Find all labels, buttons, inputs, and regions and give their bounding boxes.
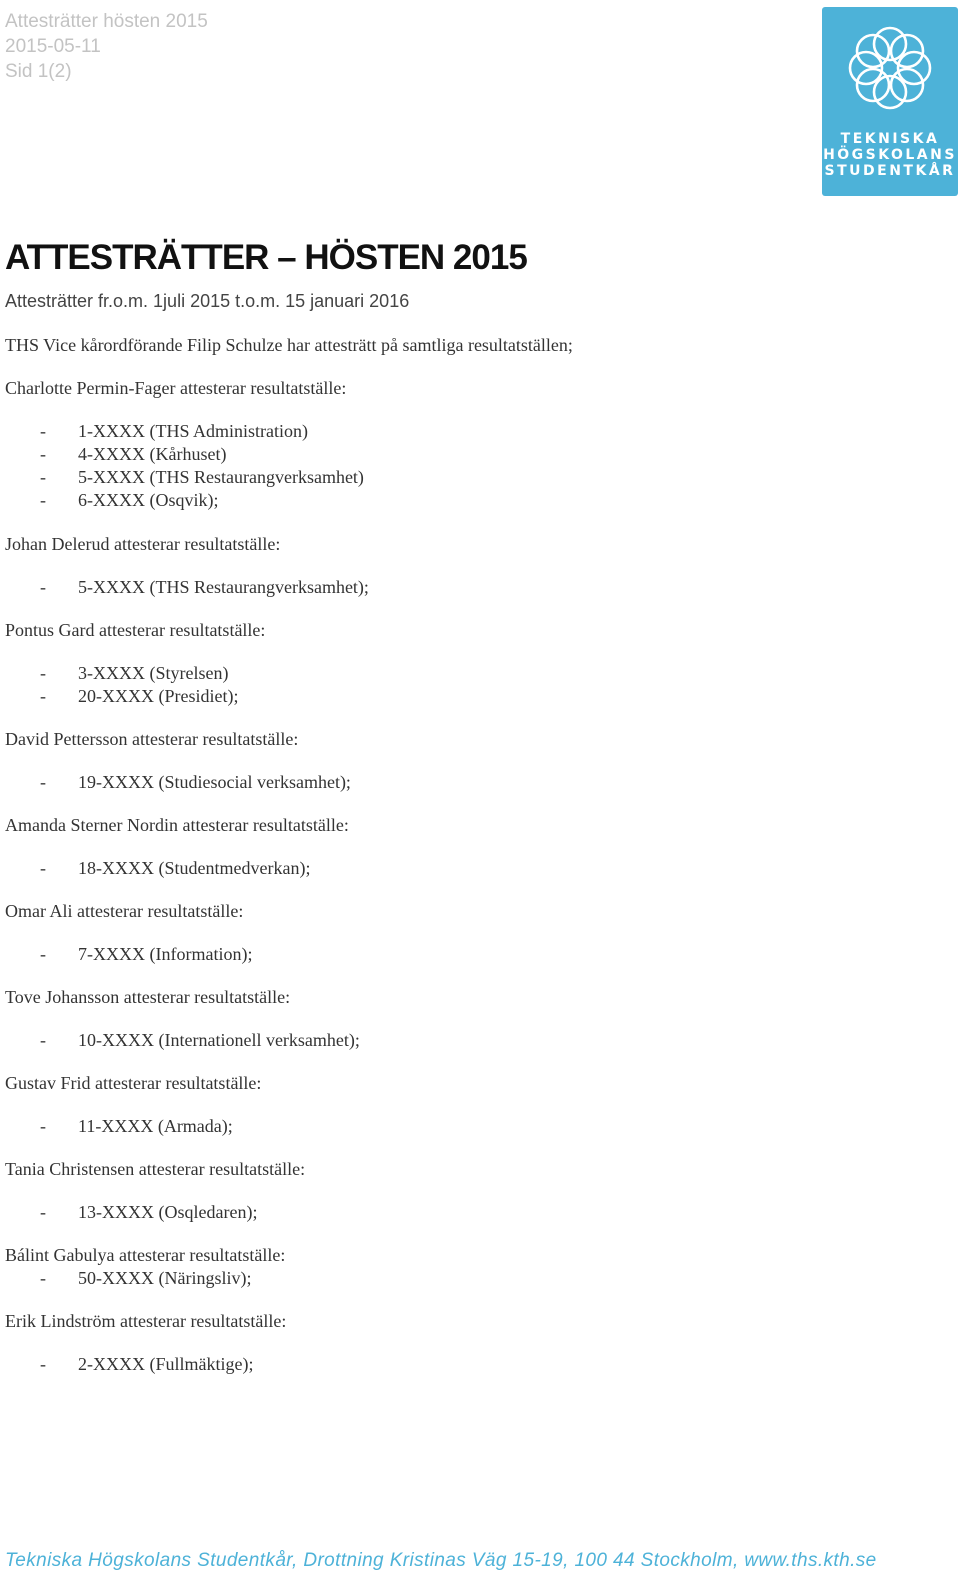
- list-item: - 10-XXXX (Internationell verksamhet);: [5, 1029, 805, 1052]
- section-list: [5, 771, 805, 794]
- section-heading: Charlotte Permin-Fager attesterar resultatställe:: [5, 378, 347, 398]
- section-list: [5, 662, 805, 708]
- list-item: - 50-XXXX (Näringsliv);: [5, 1267, 805, 1290]
- document-body: [5, 334, 805, 1376]
- section-list: [5, 1267, 805, 1290]
- footer-address: Tekniska Högskolans Studentkår, Drottning Kristinas Väg 15-19, 100 44 Stockholm, www.ths.kth.se: [5, 1550, 877, 1571]
- list-item: - 5-XXXX (THS Restaurangverksamhet);: [5, 576, 805, 599]
- logo-wordmark: [822, 131, 958, 179]
- page-title: ATTESTRÄTTER – HÖSTEN 2015: [5, 238, 527, 277]
- section-heading: Tania Christensen attesterar resultatställe:: [5, 1159, 306, 1179]
- list-item: - 2-XXXX (Fullmäktige);: [5, 1353, 805, 1376]
- section-heading: Gustav Frid attesterar resultatställe:: [5, 1073, 262, 1093]
- list-item: - 4-XXXX (Kårhuset): [5, 443, 805, 466]
- list-item: - 13-XXXX (Osqledaren);: [5, 1201, 805, 1224]
- logo-line-1: TEKNISKA: [840, 131, 940, 147]
- section-heading: Erik Lindström attesterar resultatställe:: [5, 1311, 287, 1331]
- logo-line-2: HÖGSKOLANS: [823, 147, 957, 163]
- list-item: - 3-XXXX (Styrelsen): [5, 662, 805, 685]
- section-list: [5, 1115, 805, 1138]
- section-list: [5, 420, 805, 512]
- section-list: [5, 1201, 805, 1224]
- section-list: [5, 1029, 805, 1052]
- list-item: - 11-XXXX (Armada);: [5, 1115, 805, 1138]
- list-item: - 20-XXXX (Presidiet);: [5, 685, 805, 708]
- section-heading: Pontus Gard attesterar resultatställe:: [5, 620, 266, 640]
- list-item: - 7-XXXX (Information);: [5, 943, 805, 966]
- section-heading: Amanda Sterner Nordin attesterar resultatställe:: [5, 815, 349, 835]
- list-item: - 1-XXXX (THS Administration): [5, 420, 805, 443]
- section-heading: Johan Delerud attesterar resultatställe:: [5, 534, 281, 554]
- document-header: [5, 9, 208, 84]
- section-heading: Bálint Gabulya attesterar resultatställe:: [5, 1245, 286, 1265]
- ths-logo: [822, 7, 958, 196]
- list-item: - 18-XXXX (Studentmedverkan);: [5, 857, 805, 880]
- list-item: - 6-XXXX (Osqvik);: [5, 489, 805, 512]
- section-list: [5, 943, 805, 966]
- section-list: [5, 1353, 805, 1376]
- header-doc-title: Attesträtter hösten 2015: [5, 11, 208, 32]
- header-page-number: Sid 1(2): [5, 61, 72, 82]
- section-heading: Tove Johansson attesterar resultatställe:: [5, 987, 291, 1007]
- intro-paragraph: THS Vice kårordförande Filip Schulze har attesträtt på samtliga resultatställen;: [5, 335, 573, 355]
- logo-line-3: STUDENTKÅR: [824, 163, 956, 179]
- section-list: [5, 857, 805, 880]
- section-list: [5, 576, 805, 599]
- list-item: - 5-XXXX (THS Restaurangverksamhet): [5, 466, 805, 489]
- section-heading: David Pettersson attesterar resultatställe:: [5, 729, 299, 749]
- validity-period: Attesträtter fr.o.m. 1juli 2015 t.o.m. 15 januari 2016: [5, 291, 410, 311]
- list-item: - 19-XXXX (Studiesocial verksamhet);: [5, 771, 805, 794]
- section-heading: Omar Ali attesterar resultatställe:: [5, 901, 244, 921]
- header-date: 2015-05-11: [5, 36, 101, 57]
